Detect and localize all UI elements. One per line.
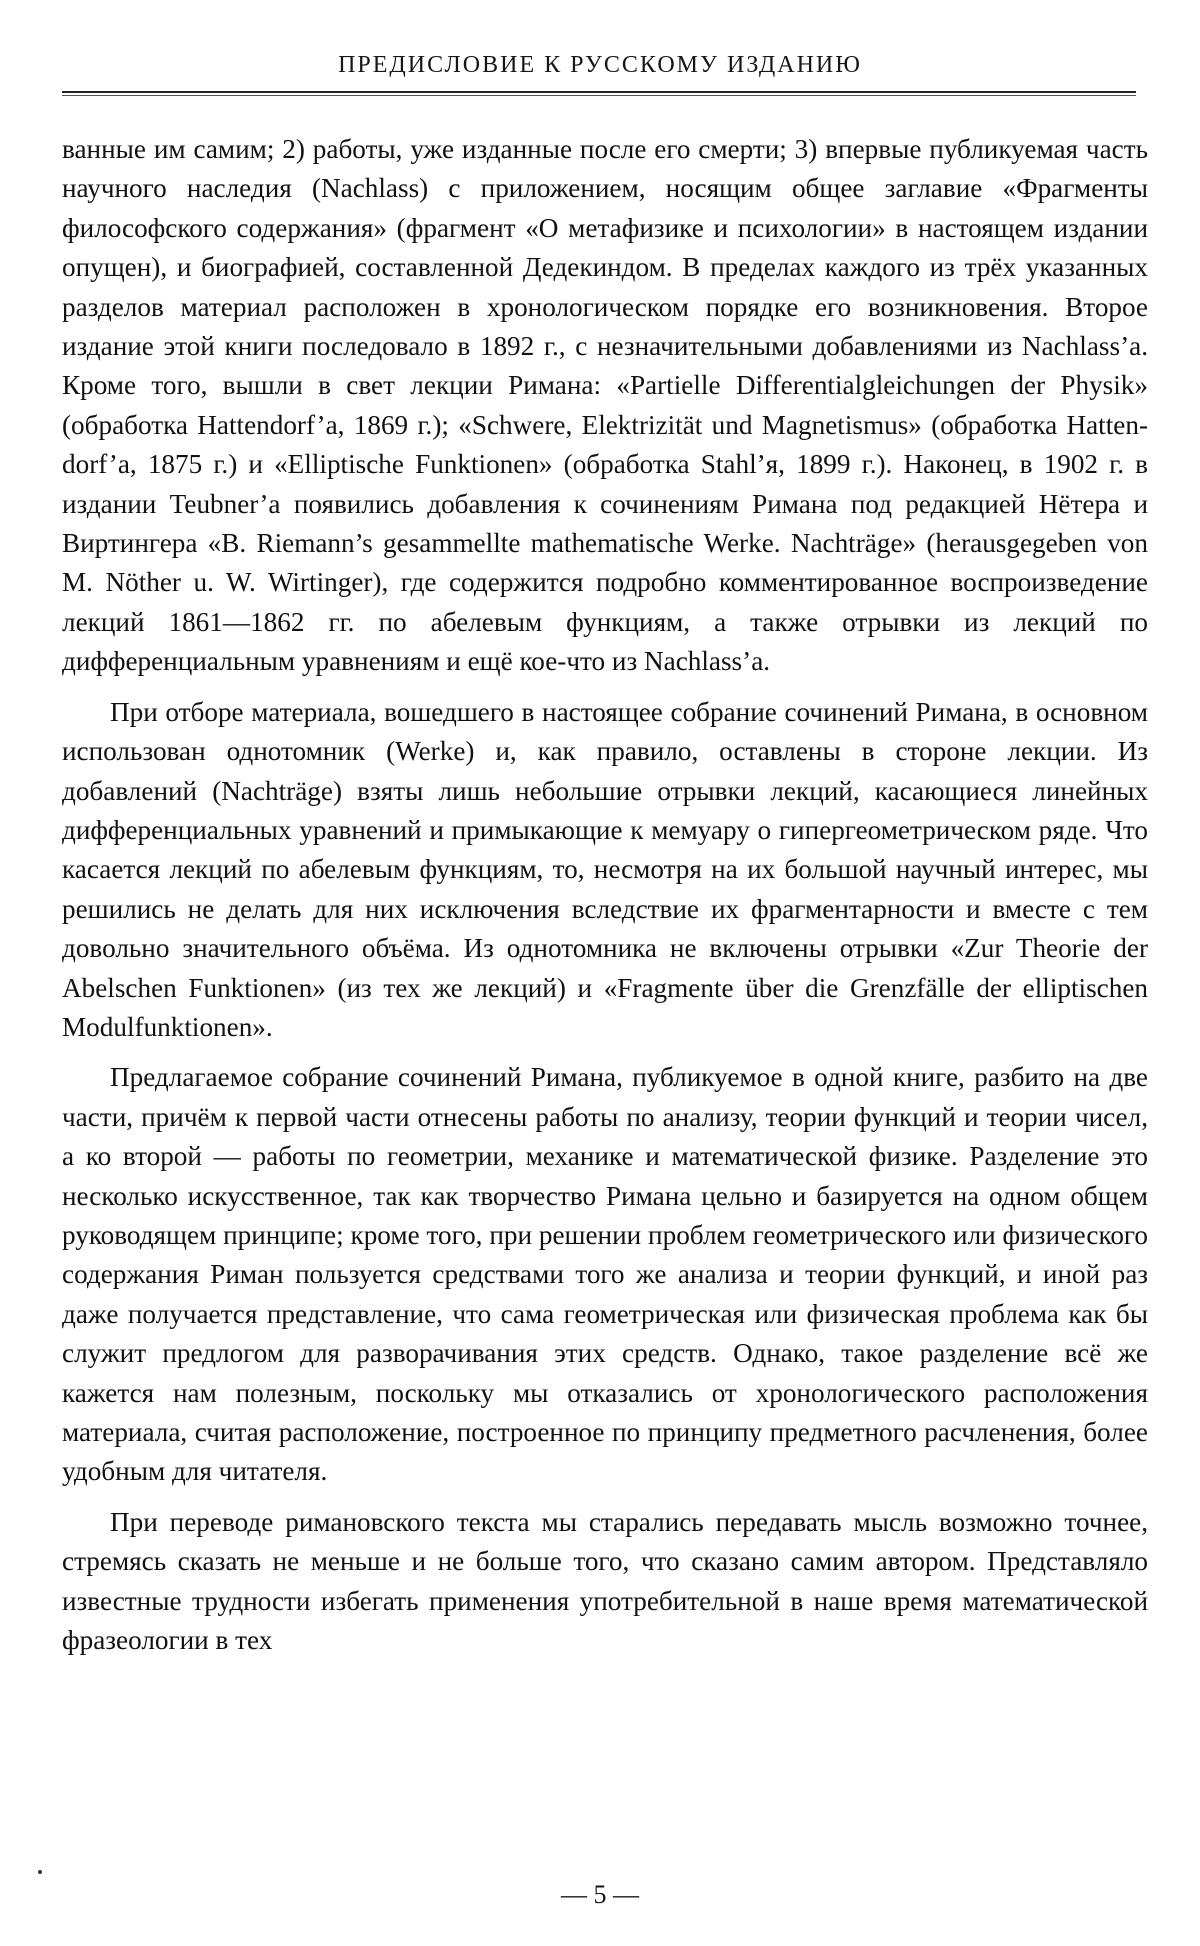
body-text xyxy=(62,130,1148,1660)
page-number: — 5 — xyxy=(561,1880,639,1909)
paragraph-3: Предлагаемое собрание сочинений Римана, публикуемое в одной книге, разбито на две части, причём к первой части отнесены работы по анализу, теории функций и теории чисел, а ко второй — работы по геометрии, механике и математической физике. Разделение это несколько искусственное, так как творчество Римана цельно и базируется на одном общем руководящем принципе; кроме того, при решении проблем геометрического или физического содержания Риман пользуется средствами того же анализа и теории функций, и иной раз даже получается представление, что сама геометрическая или физическая проблема как бы служит предлогом для разворачивания этих средств. Однако, такое разделение всё же кажется нам полезным, поскольку мы отказались от хронологического расположения материала, считая расположение, построенное по принципу предметного расчленения, более удобным для читателя. xyxy=(62,1062,1148,1487)
running-head: ПРЕДИСЛОВИЕ К РУССКОМУ ИЗДАНИЮ xyxy=(338,52,862,78)
paragraph-1: ванные им самим; 2) работы, уже изданные после его смерти; 3) впервые публикуемая часть научного наследия (Nachlass) с приложением, носящим общее заглавие «Фрагменты философского содержания» (фрагмент «О метафизике и психологии» в настоящем издании опущен), и биографией, составленной Дедекиндом. В пределах каждого из трёх указанных разделов материал расположен в хронологическом порядке его возникновения. Второе издание этой книги последовало в 1892 г., с незначительными добавлениями из Nachlass’а. Кроме того, вышли в свет лекции Римана: «Partielle Differentialgleichungen der Physik» (обработка Hattendorf’a, 1869 г.); «Schwere, Elektrizität und Magnetismus» (обработка Hattendorf’a, 1875 г.) и «Elliptische Funktionen» (обработка Stahl’я, 1899 г.). Наконец, в 1902 г. в издании Teubner’а появились добавления к сочинениям Римана под редакцией Нётера и Виртингера «B. Riemann’s gesammellte mathematische Werke. Nachträge» (herausgegeben von M. Nöther u. W. Wirtinger), где содержится подробно комментированное воспроизведение лекций 1861—1862 гг. по абелевым функциям, а также отрывки из лекций по дифференциальным уравнениям и ещё кое-что из Nachlass’а. xyxy=(62,134,1148,677)
paragraph-2: При отборе материала, вошедшего в настоящее собрание сочинений Римана, в основном использован однотомник (Werke) и, как правило, оставлены в стороне лекции. Из добавлений (Nachträge) взяты лишь небольшие отрывки лекций, касающиеся линейных дифференциальных уравнений и примыкающие к мемуару о гипергеометрическом ряде. Что касается лекций по абелевым функциям, то, несмотря на их большой научный интерес, мы решились не делать для них исключения вследствие их фрагментарности и вместе с тем довольно значительного объёма. Из однотомника не включены отрывки «Zur Theorie der Abelschen Funktionen» (из тех же лекций) и «Fragmente über die Grenzfälle der elliptischen Modulfunktionen». xyxy=(62,696,1148,1042)
paragraph-4: При переводе римановского текста мы старались передавать мысль возможно точнее, стремясь сказать не меньше и не больше того, что сказано самим автором. Представляло известные трудности избегать применения употребительной в наше время математической фразеологии в тех xyxy=(62,1506,1148,1656)
stray-mark xyxy=(38,1870,42,1874)
header-rule xyxy=(62,91,1136,96)
